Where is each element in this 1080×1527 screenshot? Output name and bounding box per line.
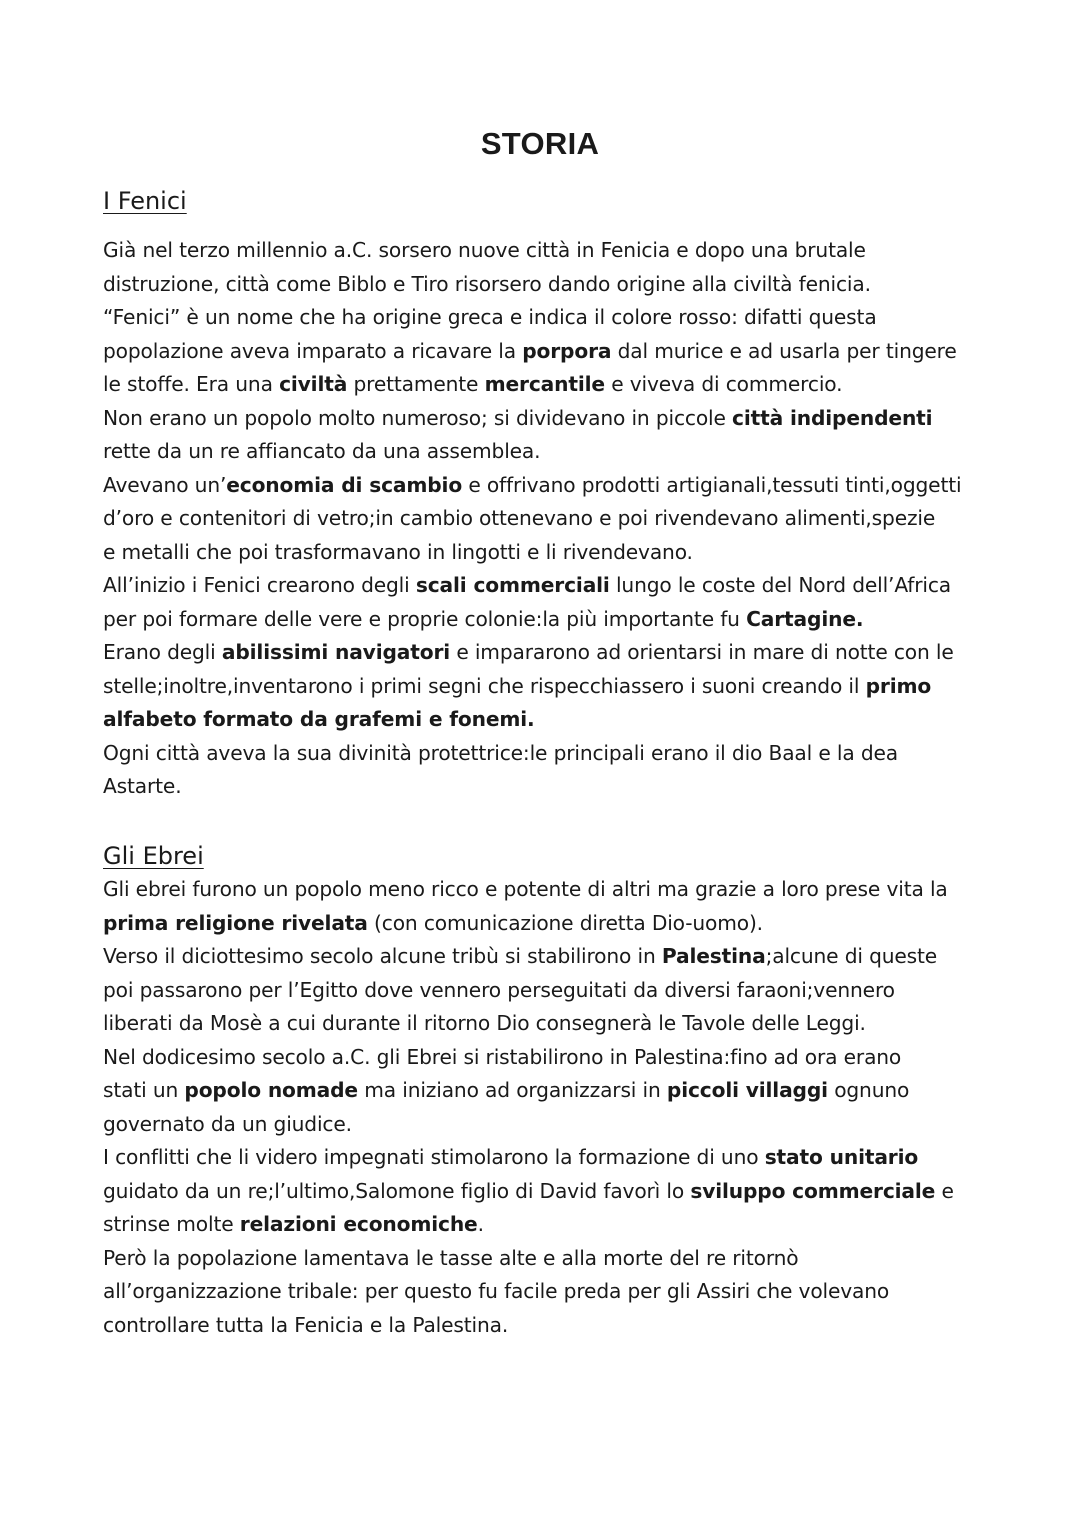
text-run: ognuno — [827, 1078, 910, 1102]
text-line — [103, 1208, 993, 1242]
text-run: All’inizio i Fenici crearono degli — [103, 573, 416, 597]
text-run: e impararono ad orientarsi in mare di notte con le — [450, 640, 954, 664]
text-line — [103, 1309, 993, 1343]
text-run: per poi formare delle vere e proprie colonie:la più importante fu — [103, 606, 747, 631]
text-run: d’oro e contenitori di vetro;in cambio ottenevano e poi rivendevano alimenti,spezie — [103, 506, 936, 530]
bold-text: civiltà — [279, 372, 348, 396]
text-run: Già nel terzo millennio a.C. sorsero nuove città in Fenicia e dopo una brutale — [103, 238, 866, 262]
text-line — [103, 502, 993, 536]
text-line — [103, 1275, 993, 1309]
text-run: e — [935, 1178, 954, 1203]
text-run: lungo le coste del Nord dell’Africa — [609, 573, 951, 597]
text-run: Non erano un popolo molto numeroso; si dividevano in piccole — [103, 405, 733, 430]
text-run: ;alcune di queste — [765, 944, 938, 968]
text-line — [103, 974, 993, 1008]
text-line — [103, 435, 993, 469]
text-line — [103, 268, 993, 302]
text-run: guidato da un re;l’ultimo,Salomone figlio di David favorì lo — [103, 1178, 691, 1203]
text-line — [103, 770, 993, 804]
text-line — [103, 703, 993, 737]
text-run: popolazione aveva imparato a ricavare la — [103, 338, 523, 363]
bold-text: relazioni economiche — [239, 1212, 478, 1236]
section-ebrei — [103, 839, 993, 1342]
text-run: poi passarono per l’Egitto dove vennero perseguitati da diversi faraoni;vennero — [103, 977, 895, 1002]
text-run: e offrivano prodotti artigianali,tessuti tinti,oggetti — [462, 472, 962, 497]
text-run: I conflitti che li videro impegnati stimolarono la formazione di uno — [103, 1145, 765, 1169]
text-run: governato da un giudice. — [103, 1111, 352, 1136]
text-line — [103, 940, 993, 974]
text-line — [103, 569, 993, 603]
text-line — [103, 1007, 993, 1041]
text-line — [103, 873, 993, 907]
text-line — [103, 907, 993, 941]
text-run: prettamente — [347, 372, 485, 396]
bold-text: stato unitario — [764, 1145, 919, 1169]
text-line — [103, 402, 993, 436]
bold-text: prima religione rivelata — [103, 910, 368, 935]
bold-text: popolo nomade — [184, 1078, 358, 1102]
text-run: controllare tutta la Fenicia e la Palestina. — [103, 1312, 509, 1337]
text-line — [103, 335, 993, 369]
section-body-fenici — [103, 234, 993, 804]
bold-text: Palestina — [661, 944, 766, 968]
text-run: distruzione, città come Biblo e Tiro risorsero dando origine alla civiltà fenicia. — [103, 271, 871, 296]
bold-text: economia di scambio — [226, 472, 463, 497]
text-line — [103, 1108, 993, 1142]
text-run: Gli ebrei furono un popolo meno ricco e potente di altri ma grazie a loro prese vita la — [103, 877, 948, 901]
text-run: e viveva di commercio. — [604, 372, 843, 396]
text-run: Erano degli — [103, 640, 222, 664]
text-line — [103, 1041, 993, 1075]
text-run: le stoffe. Era una — [103, 372, 280, 396]
text-line — [103, 234, 993, 268]
text-line — [103, 603, 993, 637]
bold-text: Cartagine. — [746, 606, 864, 631]
text-run: ma iniziano ad organizzarsi in — [357, 1078, 667, 1102]
text-run: Avevano un’ — [103, 472, 227, 497]
text-line — [103, 469, 993, 503]
bold-text: piccoli villaggi — [666, 1078, 828, 1102]
text-run: strinse molte — [103, 1212, 240, 1236]
text-run: Astarte. — [103, 774, 182, 798]
section-body-ebrei — [103, 873, 993, 1342]
text-run: e metalli che poi trasformavano in lingotti e li rivendevano. — [103, 539, 693, 564]
text-line — [103, 1074, 993, 1108]
text-line — [103, 1175, 993, 1209]
section-heading-ebrei: Gli Ebrei — [103, 842, 204, 870]
text-run: (con comunicazione diretta Dio-uomo). — [367, 910, 763, 935]
bold-text: alfabeto formato da grafemi e fonemi. — [103, 707, 535, 731]
bold-text: mercantile — [484, 372, 605, 396]
text-line — [103, 636, 993, 670]
page-title: STORIA — [480, 126, 600, 161]
text-run: rette da un re affiancato da una assemblea. — [103, 439, 541, 463]
bold-text: porpora — [522, 338, 612, 363]
text-run: . — [477, 1212, 484, 1236]
text-run: Però la popolazione lamentava le tasse alte e alla morte del re ritornò — [103, 1245, 799, 1270]
text-line — [103, 737, 993, 771]
text-line — [103, 301, 993, 335]
text-line — [103, 1141, 993, 1175]
section-heading-fenici: I Fenici — [103, 187, 187, 215]
text-line — [103, 368, 993, 402]
text-run: all’organizzazione tribale: per questo fu facile preda per gli Assiri che volevano — [103, 1279, 890, 1303]
bold-text: sviluppo commerciale — [690, 1178, 936, 1203]
text-line — [103, 670, 993, 704]
bold-text: scali commerciali — [415, 573, 610, 597]
text-run: Verso il diciottesimo secolo alcune tribù si stabilirono in — [103, 944, 662, 968]
text-run: Ogni città aveva la sua divinità protettrice:le principali erano il dio Baal e la dea — [103, 740, 898, 765]
text-run: Nel dodicesimo secolo a.C. gli Ebrei si ristabilirono in Palestina:fino ad ora erano — [103, 1044, 902, 1069]
text-run: liberati da Mosè a cui durante il ritorno Dio consegnerà le Tavole delle Leggi. — [103, 1011, 866, 1035]
text-run: dal murice e ad usarla per tingere — [611, 338, 957, 363]
bold-text: abilissimi navigatori — [221, 640, 451, 664]
text-run: stati un — [103, 1078, 185, 1102]
bold-text: primo — [865, 673, 932, 698]
text-run: stelle;inoltre,inventarono i primi segni che rispecchiassero i suoni creando il — [103, 673, 866, 698]
bold-text: città indipendenti — [732, 405, 933, 430]
text-line — [103, 536, 993, 570]
text-run: “Fenici” è un nome che ha origine greca e indica il colore rosso: difatti questa — [103, 305, 877, 329]
text-line — [103, 1242, 993, 1276]
section-fenici — [103, 184, 993, 804]
